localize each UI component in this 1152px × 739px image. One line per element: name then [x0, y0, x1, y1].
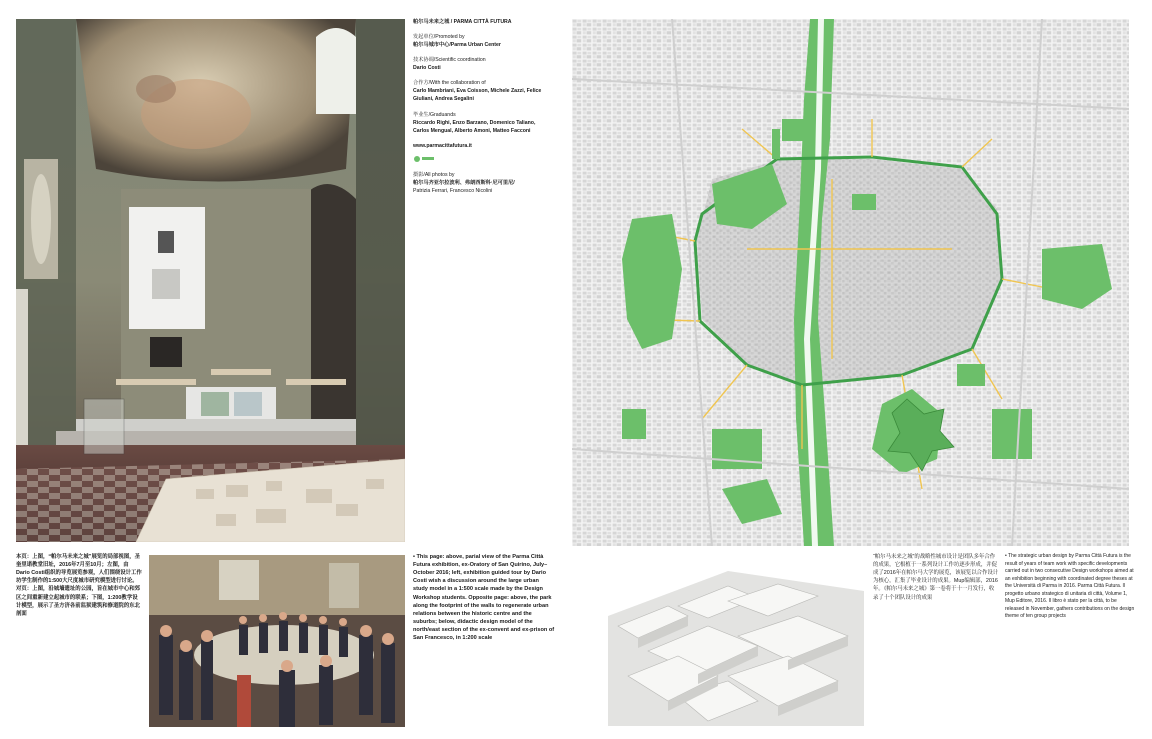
graduands-label: 毕业生/Graduands [413, 111, 456, 118]
credits-column [413, 18, 543, 202]
caption-right-english: • The strategic urban design by Parma Città Futura is the result of years of team work with specific developments carried out in two consecutive Design workshops aimed at an exhibition beginning with coordinated degree theses at the Università di Parma in 2016. Parma Città Futura. Il progetto urbano strategico di unitaria di città, Volume 1, Mup Editore, 2016. Il libro è stato per la città, to be released in November, gathers contributions on the design theme of ten group projects [1005, 553, 1135, 619]
photos-label: 摄影/All photos by [413, 171, 455, 178]
caption-left-chinese: 本页：上图，“帕尔马未来之城”展览的局部视图，圣奎里诺教堂旧址，2016年7月至10月；左图，由Dario Costi组织的导览展览参观，人们围绕设计工作坊学生制作的1:500大尺度城市研究模型进行讨论。对页：上图，沿城墙遗址的公园，旨在城市中心和郊区之间重新建立起城市的联系；下图，1:200教学设计模型，展示了圣方济各前监狱建筑和修道院的东北剖面 [16, 554, 142, 617]
photos-value: Patrizia Ferrari, Francesco Nicolini [413, 187, 493, 194]
photos-value-cn: 帕尔马齐亚尔拉波利、弗朗西斯科·尼可里尼/ [413, 179, 515, 186]
caption-right-chinese: “帕尔马未来之城”的战略性城市设计是团队多年合作的成果，它根植于一系列设计工作坊逐步形成，并促成了2016年在帕尔马大学的展览，该展览以合作设计为核心，汇集了毕业设计的成果。Mup编辑部，2016年。《帕尔马未来之城》第一卷将于十一月发行，收录了十个团队设计的成果 [873, 554, 999, 601]
caption-left-english: • This page: above, parial view of the Parma Città Futura exhibition, ex-Oratory of San Quirino, July–October 2016; left, exhibition guided tour by Dario Costi wish a discussion around the large urban study model in a 1:500 scale made by the Design Workshop students. Opposite page: above, the park along the footprint of the walls to regenerate urban relations between the historic centre and the suburbs; below, didactic design model of the north/east section of the ex-convent and ex-prison of San Francesco, in 1:200 scale [413, 554, 555, 642]
map-legend-icon [413, 154, 543, 164]
collaboration-label: 合作方/With the collaboration of [413, 80, 486, 87]
workshop-group-photo [149, 555, 405, 727]
church-interior-photo [16, 19, 405, 542]
coordination-label: 技术协调/Scientific coordination [413, 57, 486, 64]
city-master-plan-map [572, 19, 1129, 546]
promoted-label: 发起单位/Promoted by [413, 34, 465, 41]
collaboration-value: Carlo Mambriani, Eva Coisson, Michele Zazzi, Felice Giuliani, Andrea Segalini [413, 88, 542, 103]
website-link[interactable]: www.parmacittafutura.it [413, 142, 472, 149]
white-architectural-model-photo [608, 556, 864, 726]
promoted-value: 帕尔马城市中心/Parma Urban Center [413, 42, 501, 49]
graduands-value: Riccardo Righi, Enzo Barzano, Domenico Taliano, Carlos Mengual, Alberto Amoni, Matteo Facconi [413, 119, 536, 134]
coordination-value: Dario Costi [413, 65, 441, 72]
credits-title: 帕尔马未来之城 / PARMA CITTÀ FUTURA [413, 19, 512, 25]
